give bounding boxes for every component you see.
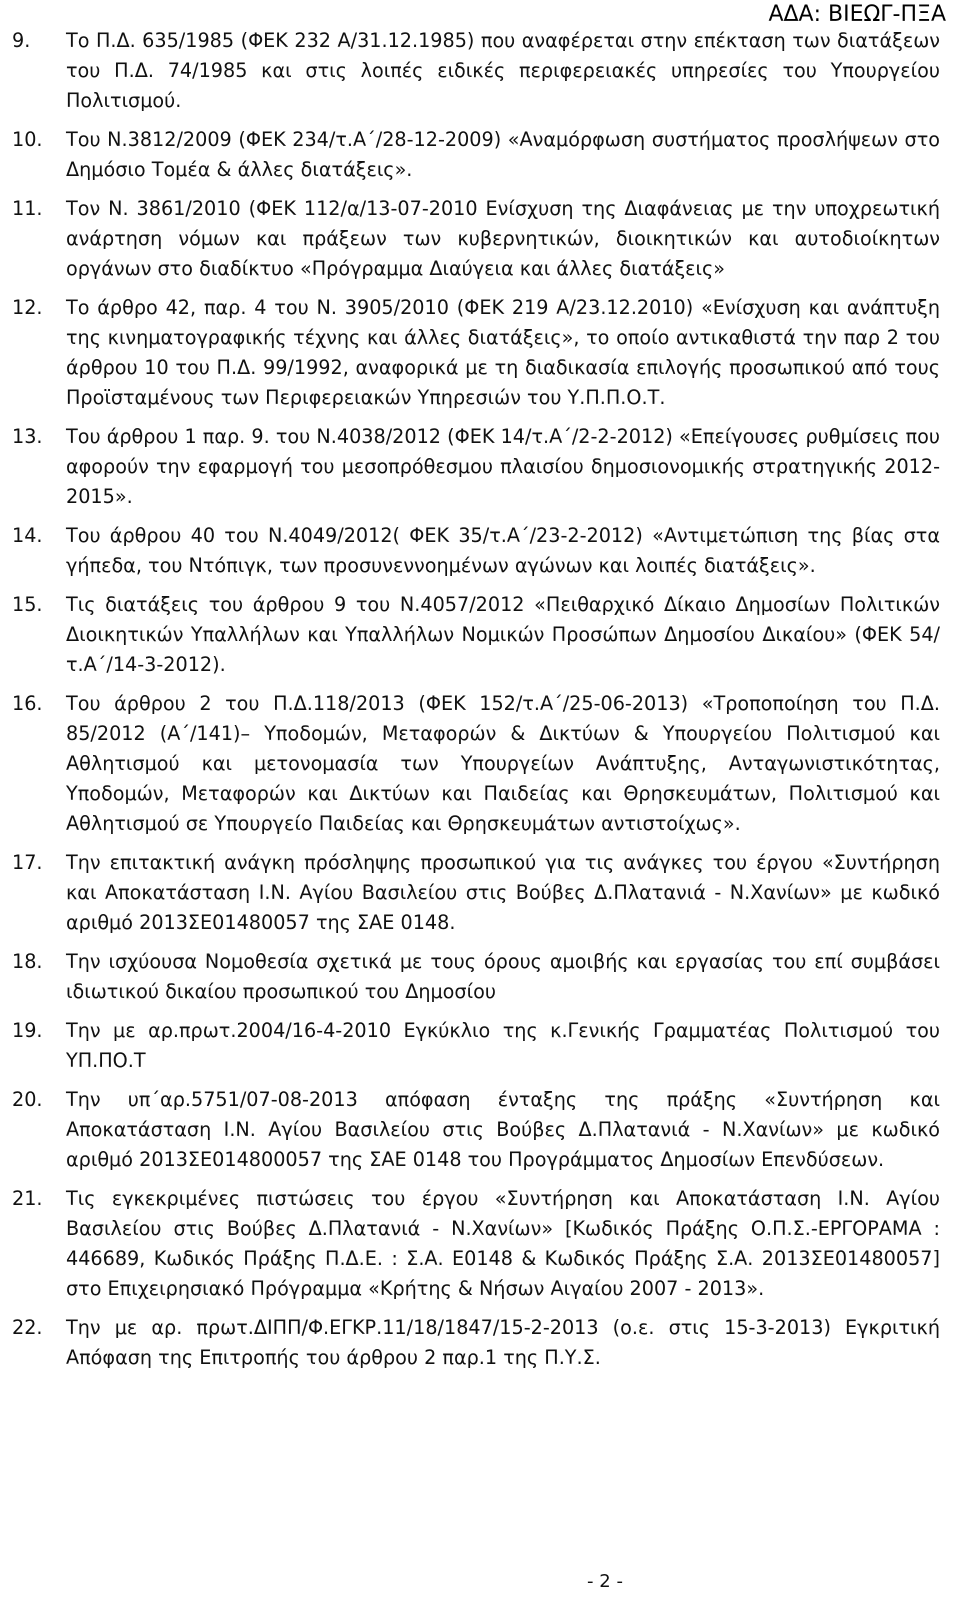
item-number: 12. <box>12 296 43 319</box>
item-number: 21. <box>12 1187 43 1210</box>
list-item <box>12 1184 940 1304</box>
page-number: - 2 - <box>587 1571 623 1592</box>
legal-references-list <box>12 26 940 1382</box>
list-item <box>12 1085 940 1175</box>
item-text: Την ισχύουσα Νομοθεσία σχετικά με τους όρους αμοιβής και εργασίας του επί συμβάσει ιδιωτικού δικαίου προσωπικού του Δημοσίου <box>66 950 940 1003</box>
list-item <box>12 1016 940 1076</box>
item-number: 17. <box>12 851 43 874</box>
list-item <box>12 689 940 839</box>
list-item <box>12 1313 940 1373</box>
item-text: Του άρθρου 2 του Π.Δ.118/2013 (ΦΕΚ 152/τ.Α΄/25-06-2013) «Τροποποίηση του Π.Δ. 85/2012 (Α΄/141)– Υποδομών, Μεταφορών & Δικτύων & Υπουργείου Πολιτισμού και Αθλητισμού και μετονομασία των Υπουργείων Ανάπτυξης, Ανταγωνιστικότητας, Υποδομών, Μεταφορών και Δικτύων και Παιδείας και Θρησκευμάτων, Πολιτισμού και Αθλητισμού σε Υπουργείο Παιδείας και Θρησκευμάτων αντιστοίχως». <box>66 692 940 835</box>
item-number: 20. <box>12 1088 43 1111</box>
list-item <box>12 590 940 680</box>
item-number: 11. <box>12 197 43 220</box>
list-item <box>12 125 940 185</box>
list-item <box>12 422 940 512</box>
item-number: 9. <box>12 29 31 52</box>
item-number: 22. <box>12 1316 43 1339</box>
item-number: 18. <box>12 950 43 973</box>
item-text: Του Ν.3812/2009 (ΦΕΚ 234/τ.Α΄/28-12-2009) «Αναμόρφωση συστήματος προσλήψεων στο Δημόσιο Τομέα & άλλες διατάξεις». <box>66 128 940 181</box>
item-number: 10. <box>12 128 43 151</box>
list-item <box>12 848 940 938</box>
item-text: Την με αρ.πρωτ.2004/16-4-2010 Εγκύκλιο της κ.Γενικής Γραμματέας Πολιτισμού του ΥΠ.ΠΟ.Τ <box>66 1019 940 1072</box>
item-number: 15. <box>12 593 43 616</box>
item-number: 13. <box>12 425 43 448</box>
item-text: Την υπ΄αρ.5751/07-08-2013 απόφαση ένταξης της πράξης «Συντήρηση και Αποκατάσταση Ι.Ν. Αγίου Βασιλείου στις Βούβες Δ.Πλατανιά - Ν.Χανίων» με κωδικό αριθμό 2013ΣΕ014800057 της ΣΑΕ 0148 του Προγράμματος Δημοσίων Επενδύσεων. <box>66 1088 940 1171</box>
list-item <box>12 26 940 116</box>
item-text: Τον Ν. 3861/2010 (ΦΕΚ 112/α/13-07-2010 Ενίσχυση της Διαφάνειας με την υποχρεωτική ανάρτηση νόμων και πράξεων των κυβερνητικών, διοικητικών και αυτοδιοίκητων οργάνων στο διαδίκτυο «Πρόγραμμα Διαύγεια και άλλες διατάξεις» <box>66 197 940 280</box>
item-number: 16. <box>12 692 43 715</box>
item-text: Τις εγκεκριμένες πιστώσεις του έργου «Συντήρηση και Αποκατάσταση Ι.Ν. Αγίου Βασιλείου στις Βούβες Δ.Πλατανιά - Ν.Χανίων» [Κωδικός Πράξης Ο.Π.Σ.-ΕΡΓΟΡΑΜΑ : 446689, Κωδικός Πράξης Π.Δ.Ε. : Σ.Α. Ε0148 & Κωδικός Πράξης Σ.Α. 2013ΣΕ01480057] στο Επιχειρησιακό Πρόγραμμα «Κρήτης & Νήσων Αιγαίου 2007 - 2013». <box>66 1187 940 1300</box>
item-text: Την επιτακτική ανάγκη πρόσληψης προσωπικού για τις ανάγκες του έργου «Συντήρηση και Αποκατάσταση Ι.Ν. Αγίου Βασιλείου στις Βούβες Δ.Πλατανιά - Ν.Χανίων» με κωδικό αριθμό 2013ΣΕ01480057 της ΣΑΕ 0148. <box>66 851 940 934</box>
list-item <box>12 293 940 413</box>
item-number: 14. <box>12 524 43 547</box>
document-ada-code: ΑΔΑ: ΒΙΕΩΓ-ΠΞΑ <box>768 2 946 27</box>
item-text: Το άρθρο 42, παρ. 4 του Ν. 3905/2010 (ΦΕΚ 219 Α/23.12.2010) «Ενίσχυση και ανάπτυξη της κινηματογραφικής τέχνης και άλλες διατάξεις», το οποίο αντικαθιστά την παρ 2 του άρθρου 10 του Π.Δ. 99/1992, αναφορικά με τη διαδικασία επιλογής προσωπικού από τους Προϊσταμένους των Περιφερειακών Υπηρεσιών του Υ.Π.Π.Ο.Τ. <box>66 296 940 409</box>
item-text: Την με αρ. πρωτ.ΔΙΠΠ/Φ.ΕΓΚΡ.11/18/1847/15-2-2013 (ο.ε. στις 15-3-2013) Εγκριτική Απόφαση της Επιτροπής του άρθρου 2 παρ.1 της Π.Υ.Σ. <box>66 1316 940 1369</box>
item-text: Του άρθρου 1 παρ. 9. του Ν.4038/2012 (ΦΕΚ 14/τ.Α΄/2-2-2012) «Επείγουσες ρυθμίσεις που αφορούν την εφαρμογή του μεσοπρόθεσμου πλαισίου δημοσιονομικής στρατηγικής 2012-2015». <box>66 425 940 508</box>
item-text: Του άρθρου 40 του Ν.4049/2012( ΦΕΚ 35/τ.Α΄/23-2-2012) «Αντιμετώπιση της βίας στα γήπεδα, του Ντόπιγκ, των προσυνεννοημένων αγώνων και λοιπές διατάξεις». <box>66 524 940 577</box>
item-text: Τις διατάξεις του άρθρου 9 του Ν.4057/2012 «Πειθαρχικό Δίκαιο Δημοσίων Πολιτικών Διοικητικών Υπαλλήλων και Υπαλλήλων Νομικών Προσώπων Δημοσίου Δικαίου» (ΦΕΚ 54/τ.Α΄/14-3-2012). <box>66 593 940 676</box>
list-item <box>12 521 940 581</box>
list-item <box>12 947 940 1007</box>
item-text: Το Π.Δ. 635/1985 (ΦΕΚ 232 Α/31.12.1985) που αναφέρεται στην επέκταση των διατάξεων του Π.Δ. 74/1985 και στις λοιπές ειδικές περιφερειακές υπηρεσίες του Υπουργείου Πολιτισμού. <box>66 29 940 112</box>
item-number: 19. <box>12 1019 43 1042</box>
list-item <box>12 194 940 284</box>
